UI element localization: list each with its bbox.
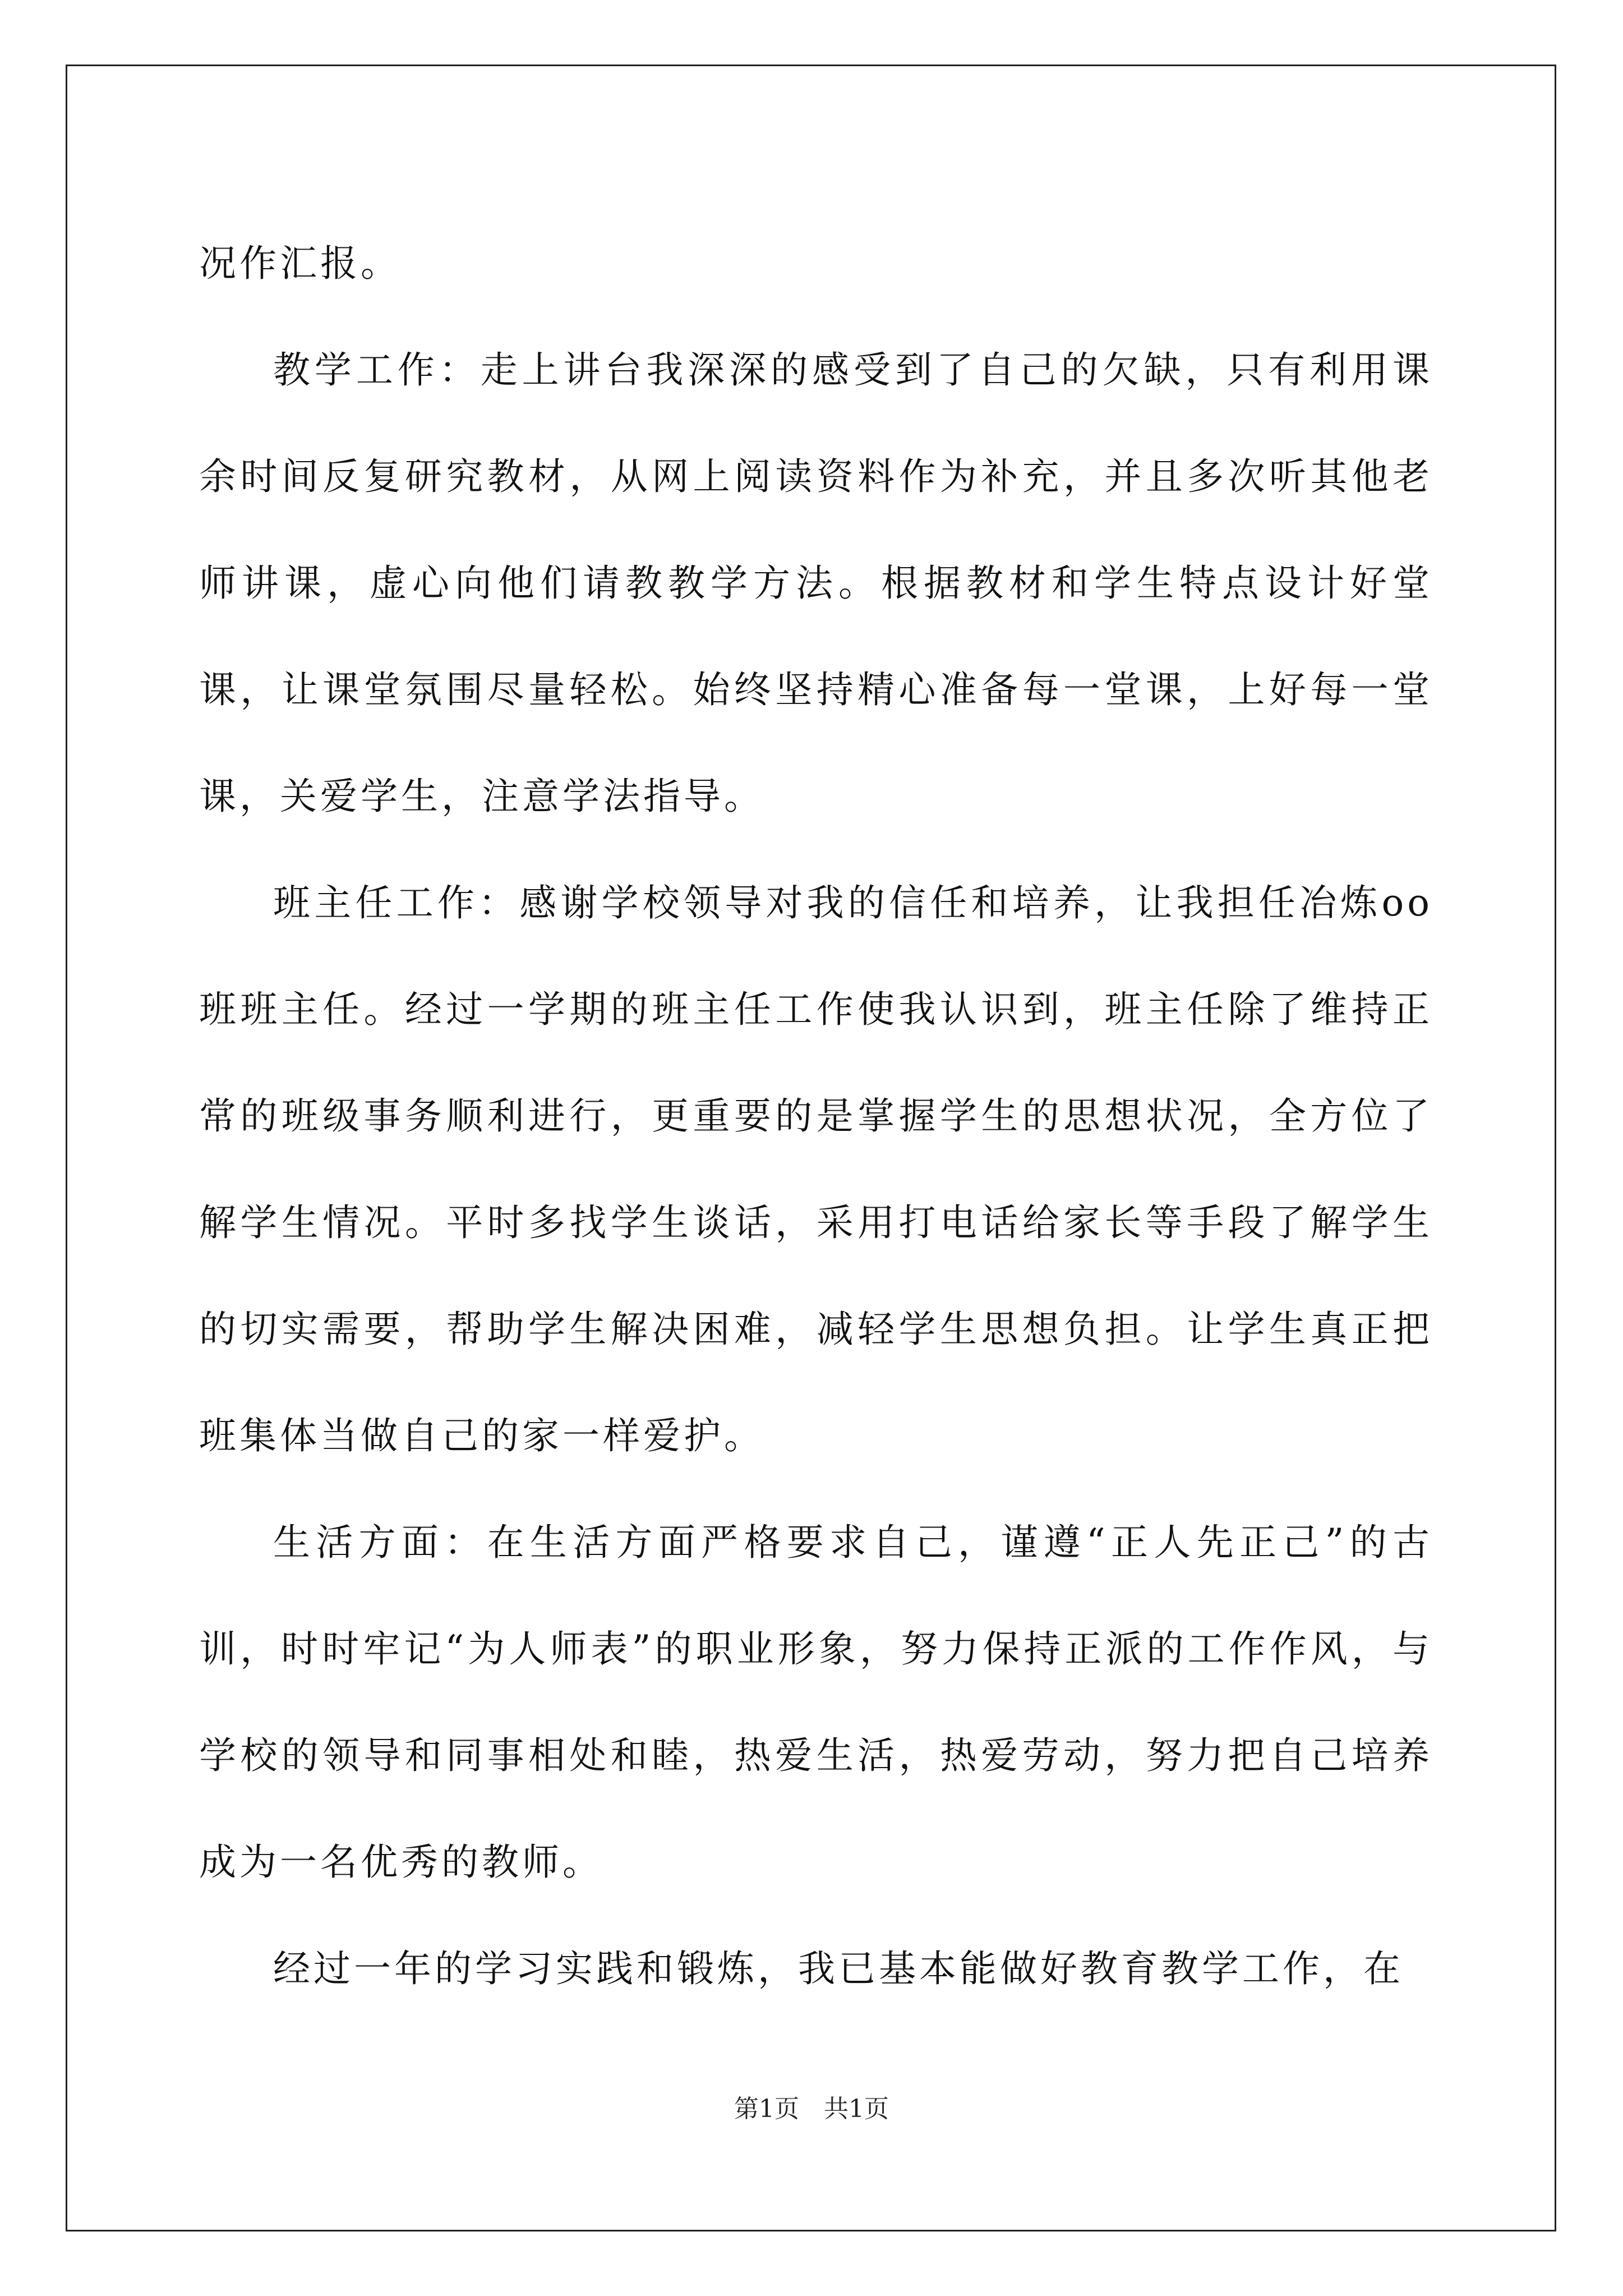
current-page-label: 第1页 <box>734 2095 799 2123</box>
total-pages-label: 共1页 <box>824 2095 889 2123</box>
document-body <box>199 210 1433 2022</box>
paragraph-summary: 经过一年的学习实践和锻炼，我已基本能做好教育教学工作，在 <box>273 1947 1404 1990</box>
page-footer <box>0 2092 1623 2126</box>
paragraph-life-aspect: 生活方面：在生活方面严格要求自己，谨遵“正人先正己”的古训，时时牢记“为人师表”的职业形象，努力保持正派的工作作风，与学校的领导和同事相处和睦，热爱生活，热爱劳动，努力把自己培养成为一名优秀的教师。 <box>199 1521 1433 1884</box>
paragraph-teaching-work: 教学工作：走上讲台我深深的感受到了自己的欠缺，只有利用课余时间反复研究教材，从网上阅读资料作为补充，并且多次听其他老师讲课，虚心向他们请教教学方法。根据教材和学生特点设计好堂课，让课堂氛围尽量轻松。始终坚持精心准备每一堂课，上好每一堂课，关爱学生，注意学法指导。 <box>199 348 1433 818</box>
paragraph-continuation: 况作汇报。 <box>199 242 401 285</box>
paragraph-head-teacher-work: 班主任工作：感谢学校领导对我的信任和培养，让我担任冶炼oo班班主任。经过一学期的班主任工作使我认识到，班主任除了维持正常的班级事务顺利进行，更重要的是掌握学生的思想状况，全方位了解学生情况。平时多找学生谈话，采用打电话给家长等手段了解学生的切实需要，帮助学生解决困难，减轻学生思想负担。让学生真正把班集体当做自己的家一样爱护。 <box>199 881 1433 1457</box>
